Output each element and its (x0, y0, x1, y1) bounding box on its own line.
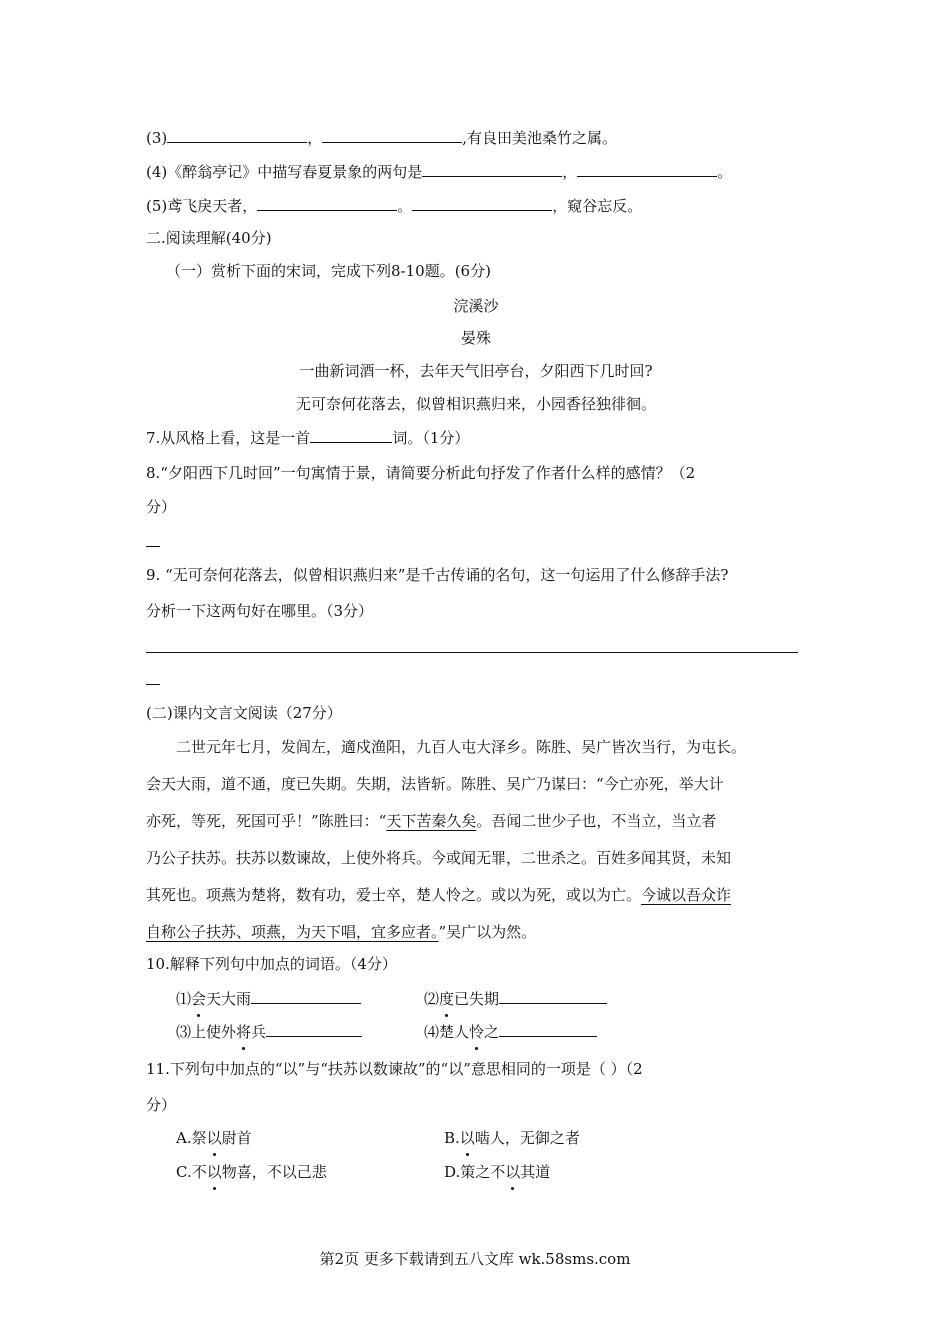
q11-option-b (444, 1127, 580, 1149)
passage-line-3-b: 。吾闻二世少子也，不当立，当立者 (476, 812, 717, 830)
q4-blank-2 (577, 160, 717, 177)
q11-option-a-rest: 尉首 (221, 1129, 252, 1147)
q3-separator: ， (307, 129, 323, 147)
q4-separator: ， (562, 163, 578, 181)
question-9-line-1: 9. “无可奈何花落去，似曾相识燕归来”是千古传诵的名句，这一句运用了什么修辞手法? (146, 566, 729, 584)
section-2-title: 二.阅读理解(40分) (146, 229, 272, 247)
q4-blank-1 (422, 160, 562, 177)
q11-option-b-rest: 啮人，无御之者 (474, 1129, 580, 1147)
part-1-intro: （一）赏析下面的宋词，完成下列8-10题。(6分) (166, 262, 491, 280)
q10-item-4-number: ⑷ (424, 1023, 440, 1041)
passage-line-3 (146, 810, 716, 832)
q10-item-1-number: ⑴ (176, 990, 192, 1008)
q10-item-2-dotted-word: 度 (439, 990, 455, 1008)
q7-blank (310, 426, 392, 443)
q11-option-a-pre: A.祭 (176, 1129, 207, 1147)
passage-line-4: 乃公子扶苏。扶苏以数谏故，上使外将兵。今或闻无罪，二世杀之。百姓多闻其贤，未知 (146, 849, 732, 867)
q10-item-1-blank (251, 987, 361, 1004)
q5-separator: 。 (397, 197, 413, 215)
passage-line-6 (146, 921, 536, 943)
q10-item-3-rest: 兵 (251, 1023, 267, 1041)
answer-dash-9 (146, 684, 160, 685)
q10-item-3-pre: 上使外 (191, 1023, 237, 1041)
part-2-title: (二)课内文言文阅读（27分） (146, 704, 342, 722)
q5-suffix: ，窥谷忘反。 (552, 197, 643, 215)
q5-prefix: (5)鸢飞戾天者， (146, 197, 258, 215)
passage-line-5-a: 其死也。项燕为楚将，数有功，爱士卒，楚人怜之。或以为死，或以为亡。 (146, 886, 642, 904)
poem-line-2: 无可奈何花落去，似曾相识燕归来，小园香径独徘徊。 (295, 395, 656, 413)
q11-option-d-dotted-word: 以 (505, 1163, 521, 1181)
passage-line-1: 二世元年七月，发闾左，適戍渔阳，九百人屯大泽乡。陈胜、吴广皆次当行，为屯长。 (176, 738, 747, 756)
q11-option-d (444, 1161, 550, 1183)
q3-blank-1 (167, 126, 307, 143)
q5-blank-2 (412, 194, 552, 211)
poem-title: 浣溪沙 (453, 297, 499, 315)
poem-line-1: 一曲新词酒一杯，去年天气旧亭台，夕阳西下几时回? (299, 362, 653, 380)
q10-item-4-dotted-word: 怜 (469, 1023, 485, 1041)
q10-item-2-blank (499, 987, 607, 1004)
question-4-line (146, 160, 732, 183)
question-9-line-2: 分析一下这两句好在哪里。（3分） (146, 602, 374, 620)
q10-item-4-pre: 楚人 (439, 1023, 470, 1041)
q3-blank-2 (322, 126, 462, 143)
question-11-line-2: 分） (146, 1096, 177, 1114)
q10-item-3 (176, 1020, 362, 1043)
q4-prefix: (4)《醉翁亭记》中描写春夏景象的两句是 (146, 163, 423, 181)
q10-item-1-rest: 天大雨 (206, 990, 252, 1008)
q11-option-b-pre: B. (444, 1129, 460, 1147)
q10-item-4-rest: 之 (484, 1023, 500, 1041)
underlined-sentence-2a: 今诚以吾众诈 (641, 886, 732, 904)
q10-item-1 (176, 987, 361, 1010)
question-11-line-1: 11.下列句中加点的“以”与“扶苏以数谏故”的“以”意思相同的一项是（ ）（2 (146, 1060, 643, 1078)
q4-suffix: 。 (717, 163, 733, 181)
poem-author: 晏殊 (460, 329, 491, 347)
q10-item-4 (424, 1020, 597, 1043)
q10-item-2-number: ⑵ (424, 990, 440, 1008)
q10-item-3-number: ⑶ (176, 1023, 192, 1041)
q10-item-2 (424, 987, 607, 1010)
q7-text-a: 7.从风格上看，这是一首 (146, 429, 311, 447)
answer-dash-8 (146, 546, 160, 547)
passage-line-2: 会天大雨，道不通，度已失期。失期，法皆斩。陈胜、吴广乃谋曰：“今亡亦死，举大计 (146, 775, 724, 793)
question-8-line-1: 8.“夕阳西下几时回”一句寓情于景，请简要分析此句抒发了作者什么样的感情？（2 (146, 464, 696, 482)
question-10-title: 10.解释下列句中加点的词语。（4分） (146, 955, 397, 973)
q11-option-d-rest: 其道 (520, 1163, 551, 1181)
underlined-sentence-2b: 自称公子扶苏、项燕，为天下唱，宜多应者。 (146, 923, 439, 941)
page-footer: 第2页 更多下载请到五八文库 wk.58sms.com (319, 1250, 631, 1268)
passage-line-6-b: ”吴广以为然。 (438, 923, 537, 941)
passage-line-3-a: 亦死，等死，死国可乎！”陈胜曰：“ (146, 812, 387, 830)
q11-option-c (176, 1161, 327, 1183)
q11-option-c-rest: 物喜，不以己悲 (221, 1163, 327, 1181)
underlined-sentence-1: 天下苦秦久矣 (386, 812, 477, 830)
q11-option-c-pre: C.不 (176, 1163, 207, 1181)
question-3-line (146, 126, 617, 149)
q10-item-4-blank (499, 1020, 597, 1037)
q10-item-1-dotted-word: 会 (191, 990, 207, 1008)
q11-option-a (176, 1127, 252, 1149)
q3-suffix: ,有良田美池桑竹之属。 (462, 129, 618, 147)
question-8-line-2: 分） (146, 498, 177, 516)
q11-option-d-pre: D.策之不 (444, 1163, 506, 1181)
q11-option-a-dotted-word: 以 (206, 1129, 222, 1147)
q11-option-c-dotted-word: 以 (206, 1163, 222, 1181)
question-5-line (146, 194, 642, 217)
q7-text-b: 词。（1分） (392, 429, 470, 447)
question-7 (146, 426, 469, 449)
passage-line-5 (146, 884, 731, 906)
q5-blank-1 (257, 194, 397, 211)
q10-item-3-dotted-word: 将 (236, 1023, 252, 1041)
q11-option-b-dotted-word: 以 (459, 1129, 475, 1147)
q10-item-2-rest: 已失期 (454, 990, 500, 1008)
q10-item-3-blank (266, 1020, 362, 1037)
q3-prefix: (3) (146, 129, 168, 147)
answer-line-9 (146, 652, 798, 653)
